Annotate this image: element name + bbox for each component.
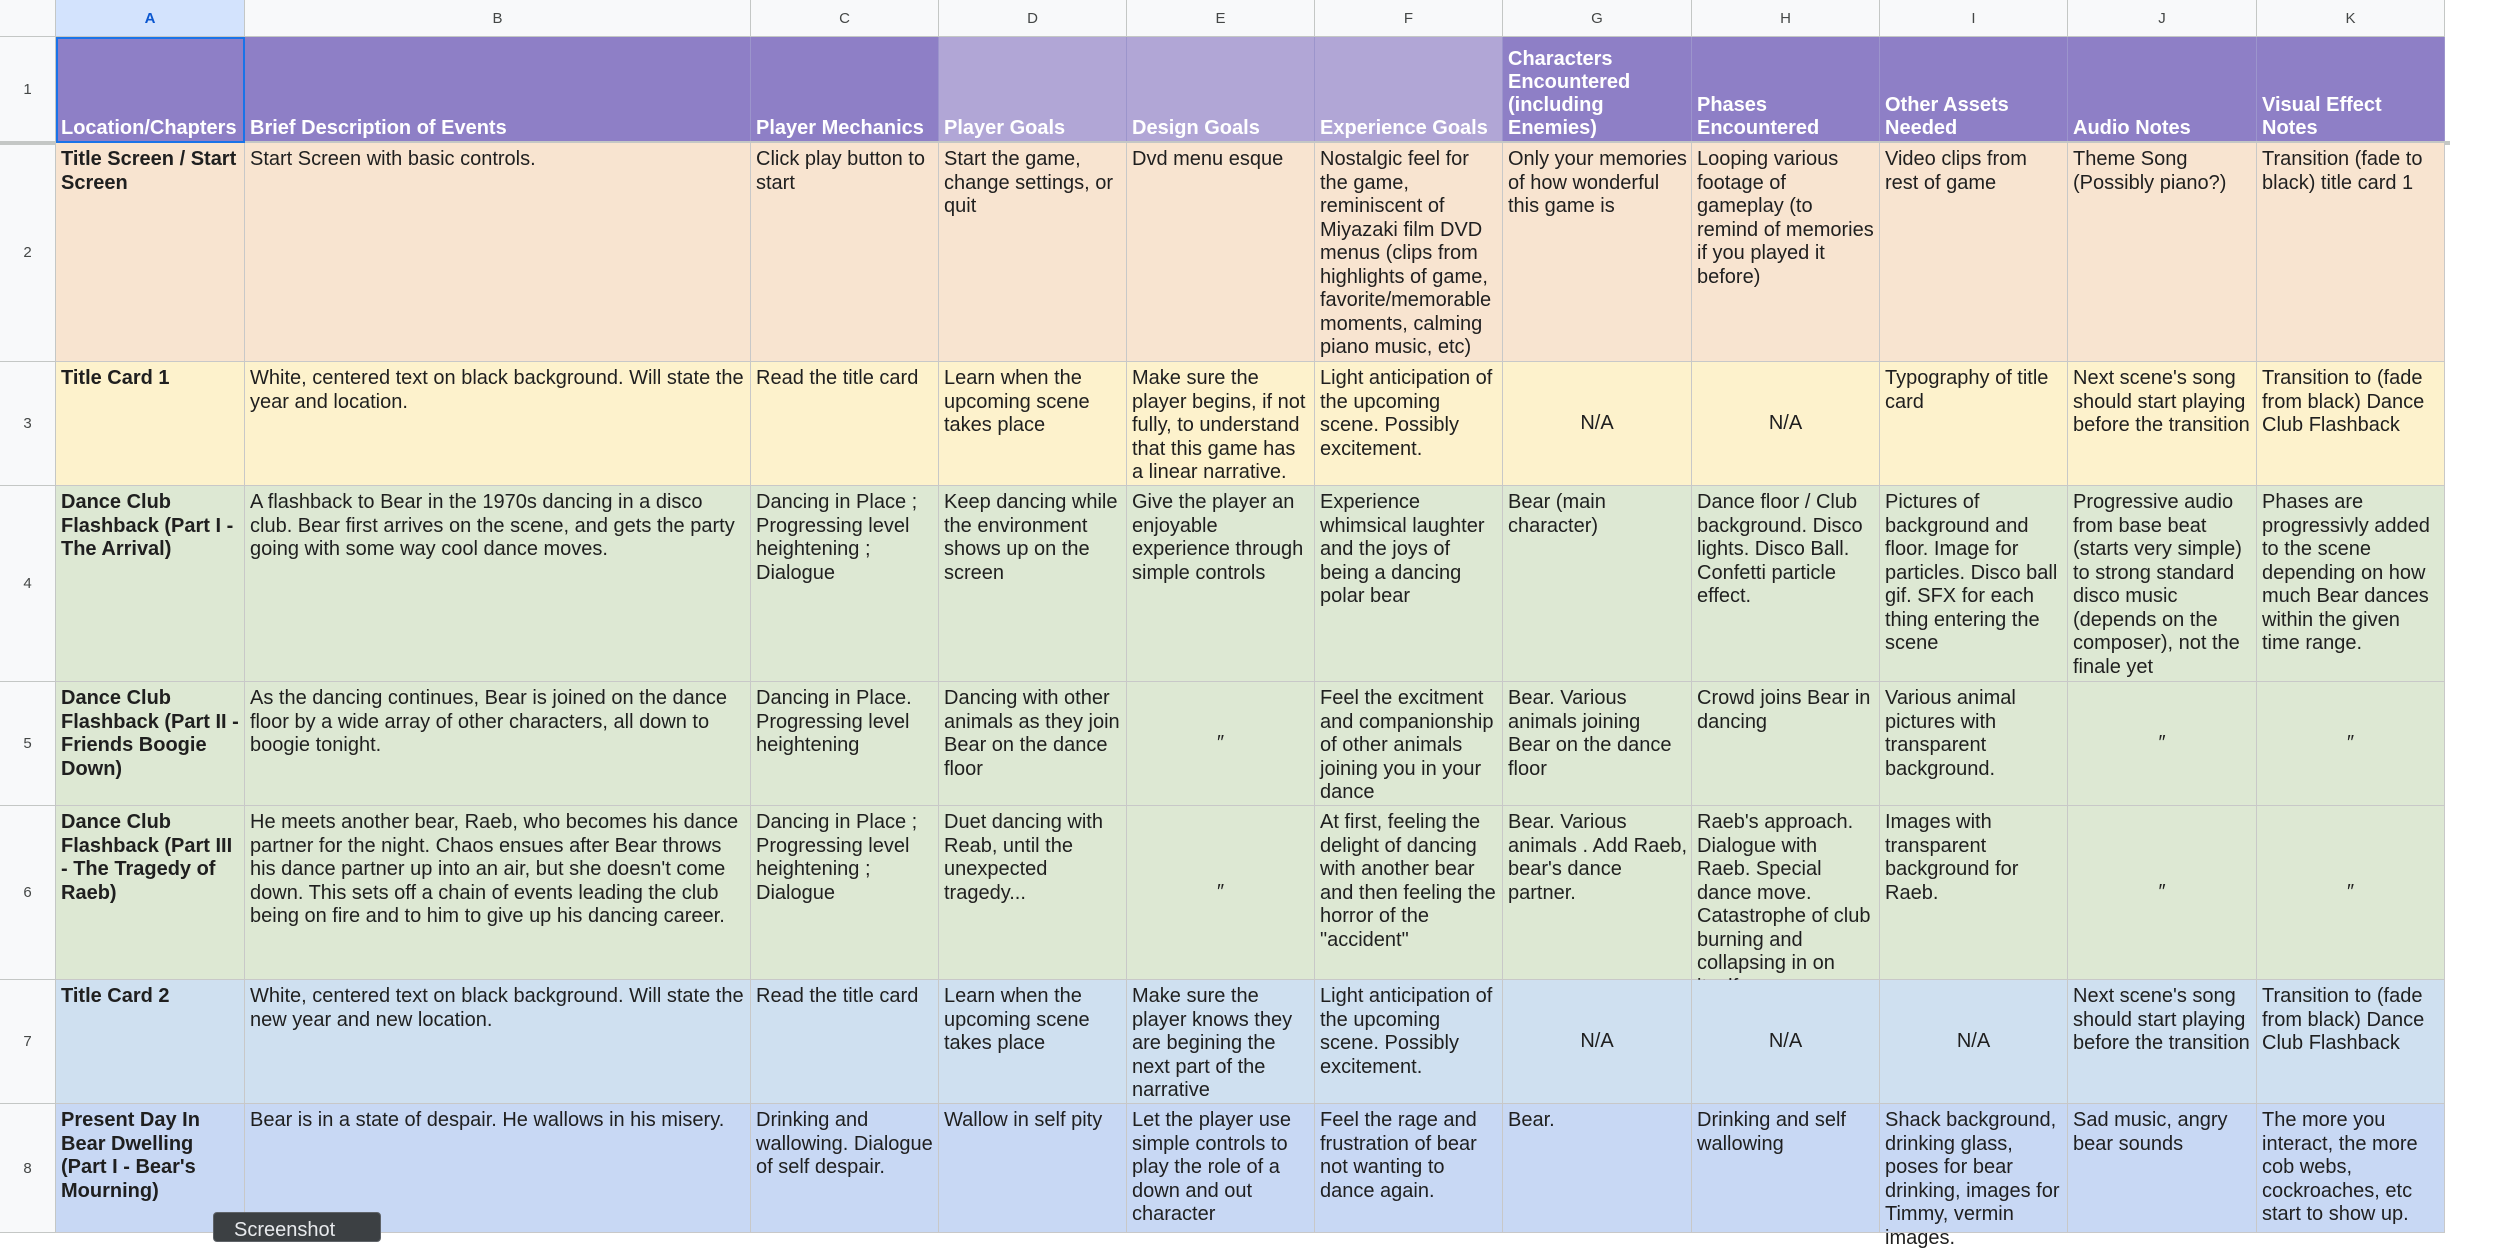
cell-j6[interactable]: ″	[2068, 806, 2257, 980]
cell-c4[interactable]: Dancing in Place ; Progressing level heightening ; Dialogue	[751, 486, 939, 682]
cell-k8[interactable]: The more you interact, the more cob webs, cockroaches, etc start to show up.	[2257, 1104, 2445, 1233]
scrollbar-track[interactable]	[2482, 0, 2500, 1233]
cell-e6[interactable]: ″	[1127, 806, 1315, 980]
cell-e8[interactable]: Let the player use simple controls to play the role of a down and out character	[1127, 1104, 1315, 1233]
cell-f8[interactable]: Feel the rage and frustration of bear not wanting to dance again.	[1315, 1104, 1503, 1233]
cell-f4[interactable]: Experience whimsical laughter and the joys of being a dancing polar bear	[1315, 486, 1503, 682]
cell-j5[interactable]: ″	[2068, 682, 2257, 806]
column-header-j[interactable]: J	[2068, 0, 2257, 37]
cell-b7[interactable]: White, centered text on black background. Will state the new year and new location.	[245, 980, 751, 1104]
cell-a6[interactable]: Dance Club Flashback (Part III - The Tragedy of Raeb)	[56, 806, 245, 980]
cell-e3[interactable]: Make sure the player begins, if not fully, to understand that this game has a linear narrative.	[1127, 362, 1315, 486]
header-cell-phases[interactable]: Phases Encountered	[1692, 37, 1880, 143]
cell-e5[interactable]: ″	[1127, 682, 1315, 806]
cell-a8[interactable]: Present Day In Bear Dwelling (Part I - Bear's Mourning)	[56, 1104, 245, 1233]
cell-a2[interactable]: Title Screen / Start Screen	[56, 143, 245, 362]
header-cell-audio[interactable]: Audio Notes	[2068, 37, 2257, 143]
cell-i5[interactable]: Various animal pictures with transparent background.	[1880, 682, 2068, 806]
cell-g6[interactable]: Bear. Various animals . Add Raeb, bear's dance partner.	[1503, 806, 1692, 980]
cell-f5[interactable]: Feel the excitment and companionship of other animals joining you in your dance	[1315, 682, 1503, 806]
cell-h5[interactable]: Crowd joins Bear in dancing	[1692, 682, 1880, 806]
column-header-f[interactable]: F	[1315, 0, 1503, 37]
column-header-e[interactable]: E	[1127, 0, 1315, 37]
cell-c3[interactable]: Read the title card	[751, 362, 939, 486]
cell-h3[interactable]: N/A	[1692, 362, 1880, 486]
cell-g2[interactable]: Only your memories of how wonderful this game is	[1503, 143, 1692, 362]
cell-k2[interactable]: Transition (fade to black) title card 1	[2257, 143, 2445, 362]
cell-g8[interactable]: Bear.	[1503, 1104, 1692, 1233]
cell-b5[interactable]: As the dancing continues, Bear is joined on the dance floor by a wide array of other characters, all down to boogie tonight.	[245, 682, 751, 806]
cell-e7[interactable]: Make sure the player knows they are begining the next part of the narrative	[1127, 980, 1315, 1104]
cell-d7[interactable]: Learn when the upcoming scene takes place	[939, 980, 1127, 1104]
cell-h8[interactable]: Drinking and self wallowing	[1692, 1104, 1880, 1233]
header-cell-player-goals[interactable]: Player Goals	[939, 37, 1127, 143]
column-header-i[interactable]: I	[1880, 0, 2068, 37]
cell-f7[interactable]: Light anticipation of the upcoming scene. Possibly excitement.	[1315, 980, 1503, 1104]
cell-k4[interactable]: Phases are progressivly added to the scene depending on how much Bear dances within the given time range.	[2257, 486, 2445, 682]
cell-d2[interactable]: Start the game, change settings, or quit	[939, 143, 1127, 362]
cell-e2[interactable]: Dvd menu esque	[1127, 143, 1315, 362]
row-header-4[interactable]: 4	[0, 486, 56, 682]
cell-a4[interactable]: Dance Club Flashback (Part I - The Arrival)	[56, 486, 245, 682]
row-header-7[interactable]: 7	[0, 980, 56, 1104]
cell-d6[interactable]: Duet dancing with Reab, until the unexpected tragedy...	[939, 806, 1127, 980]
column-header-h[interactable]: H	[1692, 0, 1880, 37]
cell-d5[interactable]: Dancing with other animals as they join Bear on the dance floor	[939, 682, 1127, 806]
header-cell-experience-goals[interactable]: Experience Goals	[1315, 37, 1503, 143]
cell-c6[interactable]: Dancing in Place ; Progressing level heightening ; Dialogue	[751, 806, 939, 980]
cell-j8[interactable]: Sad music, angry bear sounds	[2068, 1104, 2257, 1233]
column-header-g[interactable]: G	[1503, 0, 1692, 37]
cell-g4[interactable]: Bear (main character)	[1503, 486, 1692, 682]
cell-h2[interactable]: Looping various footage of gameplay (to remind of memories if you played it before)	[1692, 143, 1880, 362]
cell-h4[interactable]: Dance floor / Club background. Disco lights. Disco Ball. Confetti particle effect.	[1692, 486, 1880, 682]
header-cell-design-goals[interactable]: Design Goals	[1127, 37, 1315, 143]
header-cell-mechanics[interactable]: Player Mechanics	[751, 37, 939, 143]
row-header-5[interactable]: 5	[0, 682, 56, 806]
cell-j3[interactable]: Next scene's song should start playing before the transition	[2068, 362, 2257, 486]
cell-j7[interactable]: Next scene's song should start playing before the transition	[2068, 980, 2257, 1104]
cell-k5[interactable]: ″	[2257, 682, 2445, 806]
header-cell-assets[interactable]: Other Assets Needed	[1880, 37, 2068, 143]
cell-k6[interactable]: ″	[2257, 806, 2445, 980]
cell-a7[interactable]: Title Card 2	[56, 980, 245, 1104]
cell-d8[interactable]: Wallow in self pity	[939, 1104, 1127, 1233]
corner-select-all[interactable]	[0, 0, 56, 37]
cell-k3[interactable]: Transition to (fade from black) Dance Club Flashback	[2257, 362, 2445, 486]
cell-d3[interactable]: Learn when the upcoming scene takes place	[939, 362, 1127, 486]
cell-f3[interactable]: Light anticipation of the upcoming scene. Possibly excitement.	[1315, 362, 1503, 486]
cell-b8[interactable]: Bear is in a state of despair. He wallows in his misery.	[245, 1104, 751, 1233]
cell-a5[interactable]: Dance Club Flashback (Part II - Friends Boogie Down)	[56, 682, 245, 806]
cell-i7[interactable]: N/A	[1880, 980, 2068, 1104]
screenshot-tooltip: Screenshot	[213, 1212, 381, 1242]
cell-d4[interactable]: Keep dancing while the environment shows up on the screen	[939, 486, 1127, 682]
cell-i8[interactable]: Shack background, drinking glass, poses for bear drinking, images for Timmy, vermin images.	[1880, 1104, 2068, 1233]
column-header-b[interactable]: B	[245, 0, 751, 37]
cell-b6[interactable]: He meets another bear, Raeb, who becomes his dance partner for the night. Chaos ensues after Bear throws his dance partner up into an air, but she doesn't come down. This sets off a chain of events leading the club being on fire and to him to give up his dancing career.	[245, 806, 751, 980]
row-header-6[interactable]: 6	[0, 806, 56, 980]
cell-b4[interactable]: A flashback to Bear in the 1970s dancing in a disco club. Bear first arrives on the scene, and gets the party going with some way cool dance moves.	[245, 486, 751, 682]
cell-a3[interactable]: Title Card 1	[56, 362, 245, 486]
header-cell-location[interactable]: Location/Chapters	[56, 37, 245, 143]
row-header-3[interactable]: 3	[0, 362, 56, 486]
cell-g7[interactable]: N/A	[1503, 980, 1692, 1104]
cell-i3[interactable]: Typography of title card	[1880, 362, 2068, 486]
cell-i4[interactable]: Pictures of background and floor. Image for particles. Disco ball gif. SFX for each thing entering the scene	[1880, 486, 2068, 682]
header-cell-characters[interactable]: Characters Encountered (including Enemies)	[1503, 37, 1692, 143]
row-header-1[interactable]: 1	[0, 37, 56, 143]
cell-h7[interactable]: N/A	[1692, 980, 1880, 1104]
cell-i2[interactable]: Video clips from rest of game	[1880, 143, 2068, 362]
cell-g3[interactable]: N/A	[1503, 362, 1692, 486]
column-header-c[interactable]: C	[751, 0, 939, 37]
cell-i6[interactable]: Images with transparent background for Raeb.	[1880, 806, 2068, 980]
cell-c7[interactable]: Read the title card	[751, 980, 939, 1104]
cell-g5[interactable]: Bear. Various animals joining Bear on the dance floor	[1503, 682, 1692, 806]
header-cell-visual[interactable]: Visual Effect Notes	[2257, 37, 2445, 143]
cell-j2[interactable]: Theme Song (Possibly piano?)	[2068, 143, 2257, 362]
header-cell-description[interactable]: Brief Description of Events	[245, 37, 751, 143]
cell-b2[interactable]: Start Screen with basic controls.	[245, 143, 751, 362]
row-header-2[interactable]: 2	[0, 143, 56, 362]
column-header-k[interactable]: K	[2257, 0, 2445, 37]
cell-f6[interactable]: At first, feeling the delight of dancing with another bear and then feeling the horror of the "accident"	[1315, 806, 1503, 980]
cell-h6[interactable]: Raeb's approach. Dialogue with Raeb. Special dance move. Catastrophe of club burning and collapsing in on	[1692, 806, 1880, 980]
cell-f2[interactable]: Nostalgic feel for the game, reminiscent of Miyazaki film DVD menus (clips from highlights of game, favorite/memorable moments, calming piano music, etc)	[1315, 143, 1503, 362]
cell-c5[interactable]: Dancing in Place. Progressing level heightening	[751, 682, 939, 806]
cell-j4[interactable]: Progressive audio from base beat (starts very simple) to strong standard disco music (depends on the composer), not the finale yet	[2068, 486, 2257, 682]
column-header-d[interactable]: D	[939, 0, 1127, 37]
cell-c2[interactable]: Click play button to start	[751, 143, 939, 362]
row-header-8[interactable]: 8	[0, 1104, 56, 1233]
cell-c8[interactable]: Drinking and wallowing. Dialogue of self despair.	[751, 1104, 939, 1233]
cell-k7[interactable]: Transition to (fade from black) Dance Club Flashback	[2257, 980, 2445, 1104]
cell-b3[interactable]: White, centered text on black background. Will state the year and location.	[245, 362, 751, 486]
column-header-a[interactable]: A	[56, 0, 245, 37]
cell-e4[interactable]: Give the player an enjoyable experience through simple controls	[1127, 486, 1315, 682]
